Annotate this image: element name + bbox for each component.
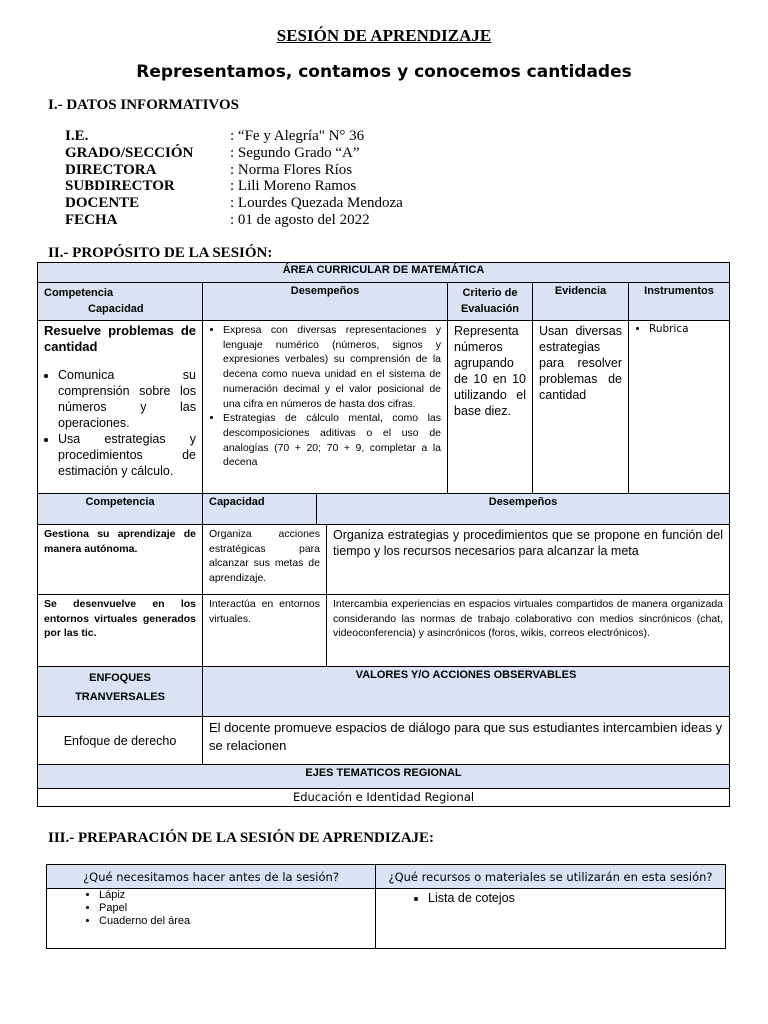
ejes-header: EJES TEMATICOS REGIONAL <box>38 765 730 789</box>
info-value: : 01 de agosto del 2022 <box>230 211 370 228</box>
list-item: • Cuaderno del área <box>99 915 369 928</box>
section-datos-informativos: I.- DATOS INFORMATIVOS <box>48 97 239 113</box>
info-label: DOCENTE <box>65 195 140 212</box>
header-competencia-capacidad <box>38 283 203 321</box>
evidencia-cell: Usan diversas estrategias para resolver problemas de cantidad <box>533 321 629 494</box>
header-capacidad: Capacidad <box>88 303 144 315</box>
preparation-table <box>46 864 726 949</box>
list-item: • Papel <box>99 902 369 915</box>
instrumentos-list <box>635 323 723 335</box>
info-label: GRADO/SECCIÓN <box>65 144 194 161</box>
header-desempenos: Desempeños <box>203 283 448 321</box>
capacidades-list <box>44 367 196 479</box>
section-preparacion: III.- PREPARACIÓN DE LA SESIÓN DE APRENDIZAJE: <box>48 830 435 846</box>
session-title: Representamos, contamos y conocemos cantidades <box>136 62 632 82</box>
competencia-text: Resuelve problemas de cantidad <box>44 323 196 354</box>
purpose-table <box>37 262 730 807</box>
ejes-value: Educación e Identidad Regional <box>38 789 730 807</box>
info-row-fecha <box>65 212 403 229</box>
info-value: : Lili Moreno Ramos <box>230 178 357 195</box>
info-value: : Norma Flores Ríos <box>230 161 353 178</box>
trans-header-capacidad: Capacidad <box>203 494 317 525</box>
trans-capacidad-1: Organiza acciones estratégicas para alcanzar sus metas de aprendizaje. <box>203 525 327 595</box>
info-list <box>65 128 403 229</box>
info-label: SUBDIRECTOR <box>65 178 175 195</box>
competencia-cell <box>38 321 203 494</box>
area-title: ÁREA CURRICULAR DE MATEMÁTICA <box>38 263 730 283</box>
header-evidencia: Evidencia <box>533 283 629 321</box>
info-row-docente <box>65 195 403 212</box>
antes-list <box>69 889 369 928</box>
trans-capacidad-2: Interactúa en entornos virtuales. <box>203 595 327 667</box>
enfoque-cell: Enfoque de derecho <box>38 717 203 765</box>
section-proposito: II.- PROPÓSITO DE LA SESIÓN: <box>48 245 273 261</box>
info-label: FECHA <box>65 211 118 228</box>
list-item: • Expresa con diversas representaciones y lenguaje numérico (números, signos y expresiones verbales) su comprensión de la decena como nueva unidad en el sistema de numeración decimal y el valor posicional de una cifra en números de hasta dos cifras. <box>223 323 441 411</box>
list-item: • Lista de cotejos <box>428 891 719 905</box>
info-row-directora <box>65 162 403 179</box>
info-label: DIRECTORA <box>65 161 157 178</box>
header-criterio: Criterio de Evaluación <box>448 283 533 321</box>
info-value: : “Fe y Alegría" N° 36 <box>230 128 365 144</box>
info-row-subdirector <box>65 178 403 195</box>
trans-competencia-2: Se desenvuelve en los entornos virtuales generados por las tic. <box>38 595 203 667</box>
trans-header-desempenos: Desempeños <box>317 494 730 525</box>
list-item: • Lápiz <box>99 889 369 902</box>
info-value: : Lourdes Quezada Mendoza <box>230 195 403 212</box>
document-title: SESIÓN DE APRENDIZAJE <box>276 26 492 45</box>
info-row-grado <box>65 145 403 162</box>
trans-desempeno-1: Organiza estrategias y procedimientos que se propone en función del tiempo y los recursos necesarios para alcanzar la meta <box>327 525 730 595</box>
desempenos-list <box>209 323 441 470</box>
list-item: • Rubrica <box>649 323 723 335</box>
header-instrumentos: Instrumentos <box>629 283 730 321</box>
list-item: • Usa estrategias y procedimientos de estimación y cálculo. <box>58 431 196 479</box>
criterio-cell: Representa números agrupando de 10 en 10 utilizando el base diez. <box>448 321 533 494</box>
prep-recursos-cell <box>376 889 726 949</box>
info-label: I.E. <box>65 128 89 144</box>
enfoques-header: ENFOQUES TRANVERSALES <box>38 667 203 717</box>
trans-header-competencia: Competencia <box>38 494 203 525</box>
prep-header-antes: ¿Qué necesitamos hacer antes de la sesión? <box>47 865 376 889</box>
prep-antes-cell <box>47 889 376 949</box>
info-value: : Segundo Grado “A” <box>230 144 360 161</box>
list-item: • Estrategias de cálculo mental, como las descomposiciones aditivas o el uso de analogías (70 + 20; 70 + 9, completar a la decena <box>223 411 441 470</box>
trans-desempeno-2: Intercambia experiencias en espacios virtuales compartidos de manera organizada considerando las normas de trabajo colaborativo con medios sincrónicos (chat, videoconferencia) y asincrónicos (foros, wikis, correos electrónicos). <box>327 595 730 667</box>
header-competencia: Competencia <box>44 287 114 299</box>
info-row-ie <box>65 128 403 145</box>
valor-cell: El docente promueve espacios de diálogo para que sus estudiantes intercambien ideas y se relacionen <box>203 717 730 765</box>
trans-competencia-1: Gestiona su aprendizaje de manera autónoma. <box>38 525 203 595</box>
recursos-list <box>400 891 719 905</box>
list-item: • Comunica su comprensión sobre los números y las operaciones. <box>58 367 196 431</box>
valores-header: VALORES Y/O ACCIONES OBSERVABLES <box>203 667 730 717</box>
desempenos-cell <box>203 321 448 494</box>
prep-header-recursos: ¿Qué recursos o materiales se utilizarán en esta sesión? <box>376 865 726 889</box>
instrumentos-cell <box>629 321 730 494</box>
